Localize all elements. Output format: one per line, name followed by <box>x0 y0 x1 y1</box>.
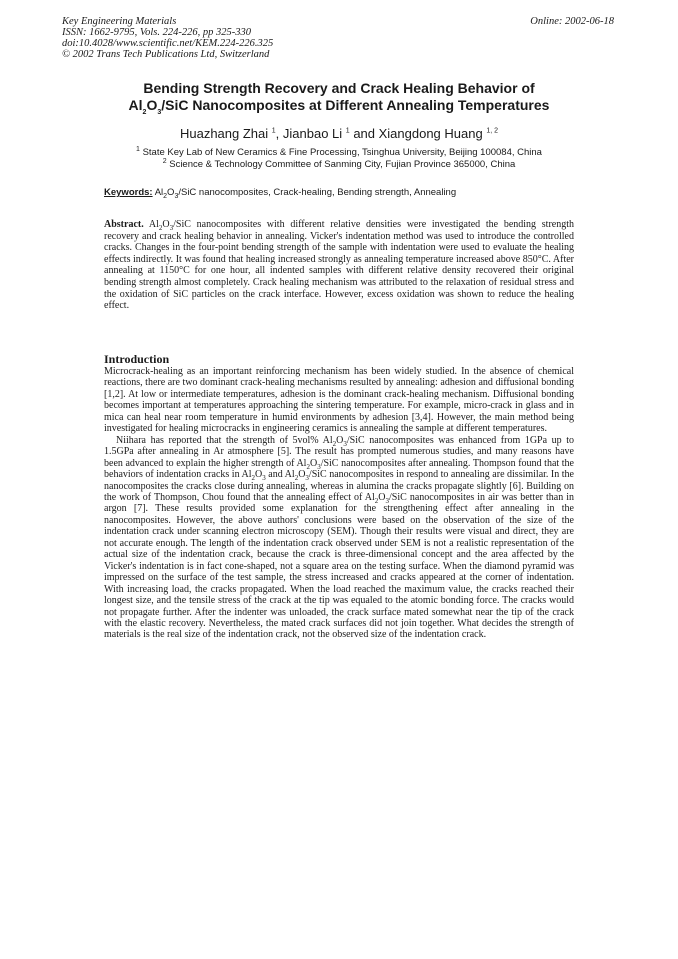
issn-line: ISSN: 1662-9795, Vols. 224-226, pp 325-330 <box>62 27 251 38</box>
author-list: Huazhang Zhai $^1$, Jianbao Li $^1$ and Xiangdong Huang $^{1, 2}$ <box>179 126 499 141</box>
online-date: Online: 2002-06-18 <box>530 16 614 27</box>
title-line-2: $Al_2O_3$/SiC Nanocomposites at Different Annealing Temperatures <box>128 97 550 116</box>
affiliation-2: $^2$ Science & Technology Committee of Sanming City, Fujian Province 365000, China <box>162 157 516 170</box>
author-3: and Xiangdong Huang <box>349 126 483 141</box>
journal-name: Key Engineering Materials <box>62 16 177 27</box>
keywords-label: Keywords: <box>104 187 153 198</box>
keywords: Keywords: $Al_2O_3$/SiC nanocomposites, Crack-healing, Bending strength, Annealing <box>104 187 457 200</box>
author-2: , Jianbao Li <box>275 126 343 141</box>
intro-paragraph-2: Niihara has reported that the strength of 5vol% $Al_2O_3$/SiC nanocomposites was enhanced from 1GPa up to 1.5GPa after annealing in Ar atmosphere [5]. The result has prompted numerous studies, and many reasons have been advanced to explain the higher strength of $Al_2O_3$/SiC nanocomposites after annealing. Thompson found that the behaviors of indentation cracks in $Al_2O_3$ and $Al_2O_3$/SiC nanocomposites in respond to annealing are dissimilar. In the nanocomposites the cracks close during annealing, whereas in alumina the cracks propagate slightly [6]. Building on the work of Thompson, Chou found that the annealing effect of $Al_2O_3$/SiC nanocomposites in air was better than in argon [7]. These results provided some explanation for the strengthening effect after annealing in the nanocomposites. However, the above authors' conclusions were based on the observation of the size of the indentation crack under scanning electron microscopy (SEM). Though their results were visual and direct, they are not accurate enough. The length of the indentation crack observed under SEM is not a realistic representation of the actual size of the indentation crack, because the crack is three-dimensional concept and the area affected by the Vicker's indentation is in fact cone-shaped, not a square area on the testing surface. When the diamond pyramid was impressed on the surface of the test sample, the stress increased and cracks appeared at the corner of indentation. With increasing load, the cracks propagated. When the load reached the maximum value, the cracks reached their longest size, and the tensile stress of the crack at the tip was equaled to the atomic bonding force. The cracks would not propagate further. After the indenter was unloaded, the crack surface mated somewhat near the tip of the crack with the elastic recovery. Nevertheless, the mated crack surfaces did not join together. What decides the strength of materials is the real size of the indentation crack, not the observed size of the indentation crack. <box>104 434 574 641</box>
journal-header <box>62 16 482 60</box>
paper-title <box>40 80 638 114</box>
abstract-text: /SiC nanocomposites with different relative densities were investigated the bending strength recovery and crack healing behavior in annealing. Vicker's indentation method was used to introduce the controlled cracks. Changes in the four-point bending strength of the sample with indentation were used to evaluate the healing effects indirectly. It was found that healing increased strongly as annealing temperature increased above 850°C. After annealing at 1150°C for one hour, all indented samples with different relative density recovered their original bending strength almost completely. Crack healing mechanism was attributed to the relaxation of residual stress and the oxidation of SiC particles on the crack interface. However, excess oxidation was shown to reduce the healing effect. <box>104 219 575 312</box>
title-line-1: Bending Strength Recovery and Crack Healing Behavior of <box>143 80 535 96</box>
introduction-body <box>104 366 574 641</box>
copyright-line: © 2002 Trans Tech Publications Ltd, Switzerland <box>62 49 270 60</box>
doi-line[interactable]: doi:10.4028/www.scientific.net/KEM.224-226.325 <box>62 38 274 49</box>
introduction-heading: Introduction <box>104 352 170 366</box>
affiliation-1: $^1$ State Key Lab of New Ceramics & Fine Processing, Tsinghua University, Beijing 100084, China <box>136 145 542 158</box>
abstract: Abstract. $Al_2O_3$/SiC nanocomposites with different relative densities were investigated the bending strength recovery and crack healing behavior in annealing. Vicker's indentation method was used to introduce the controlled cracks. Changes in the four-point bending strength of the sample with indentation were used to evaluate the healing effects indirectly. It was found that healing increased strongly as annealing temperature increased above 850°C. After annealing at 1150°C for one hour, all indented samples with different relative density recovered their original bending strength almost completely. Crack healing mechanism was attributed to the relaxation of residual stress and the oxidation of SiC particles on the crack interface. However, excess oxidation was shown to reduce the healing effect. <box>104 219 575 312</box>
author-1: Huazhang Zhai <box>179 126 269 141</box>
abstract-label: Abstract. <box>104 219 144 230</box>
intro-paragraph-1: Microcrack-healing as an important reinforcing mechanism has been widely studied. In the absence of chemical reactions, there are two dominant crack-healing mechanisms resulted by annealing: adhesion and diffusional bonding [1,2]. At low or intermediate temperatures, adhesion is the dominant crack-healing mechanism. Diffusional bonding becomes important at temperatures approaching the sintering temperature. For example, micro-crack in glass and in mica can heal near room temperature in humid environments by adhesion [3,4]. However, the main method being investigated for healing microcracks in engineering ceramics is annealing the sample at different temperatures. <box>104 366 574 435</box>
